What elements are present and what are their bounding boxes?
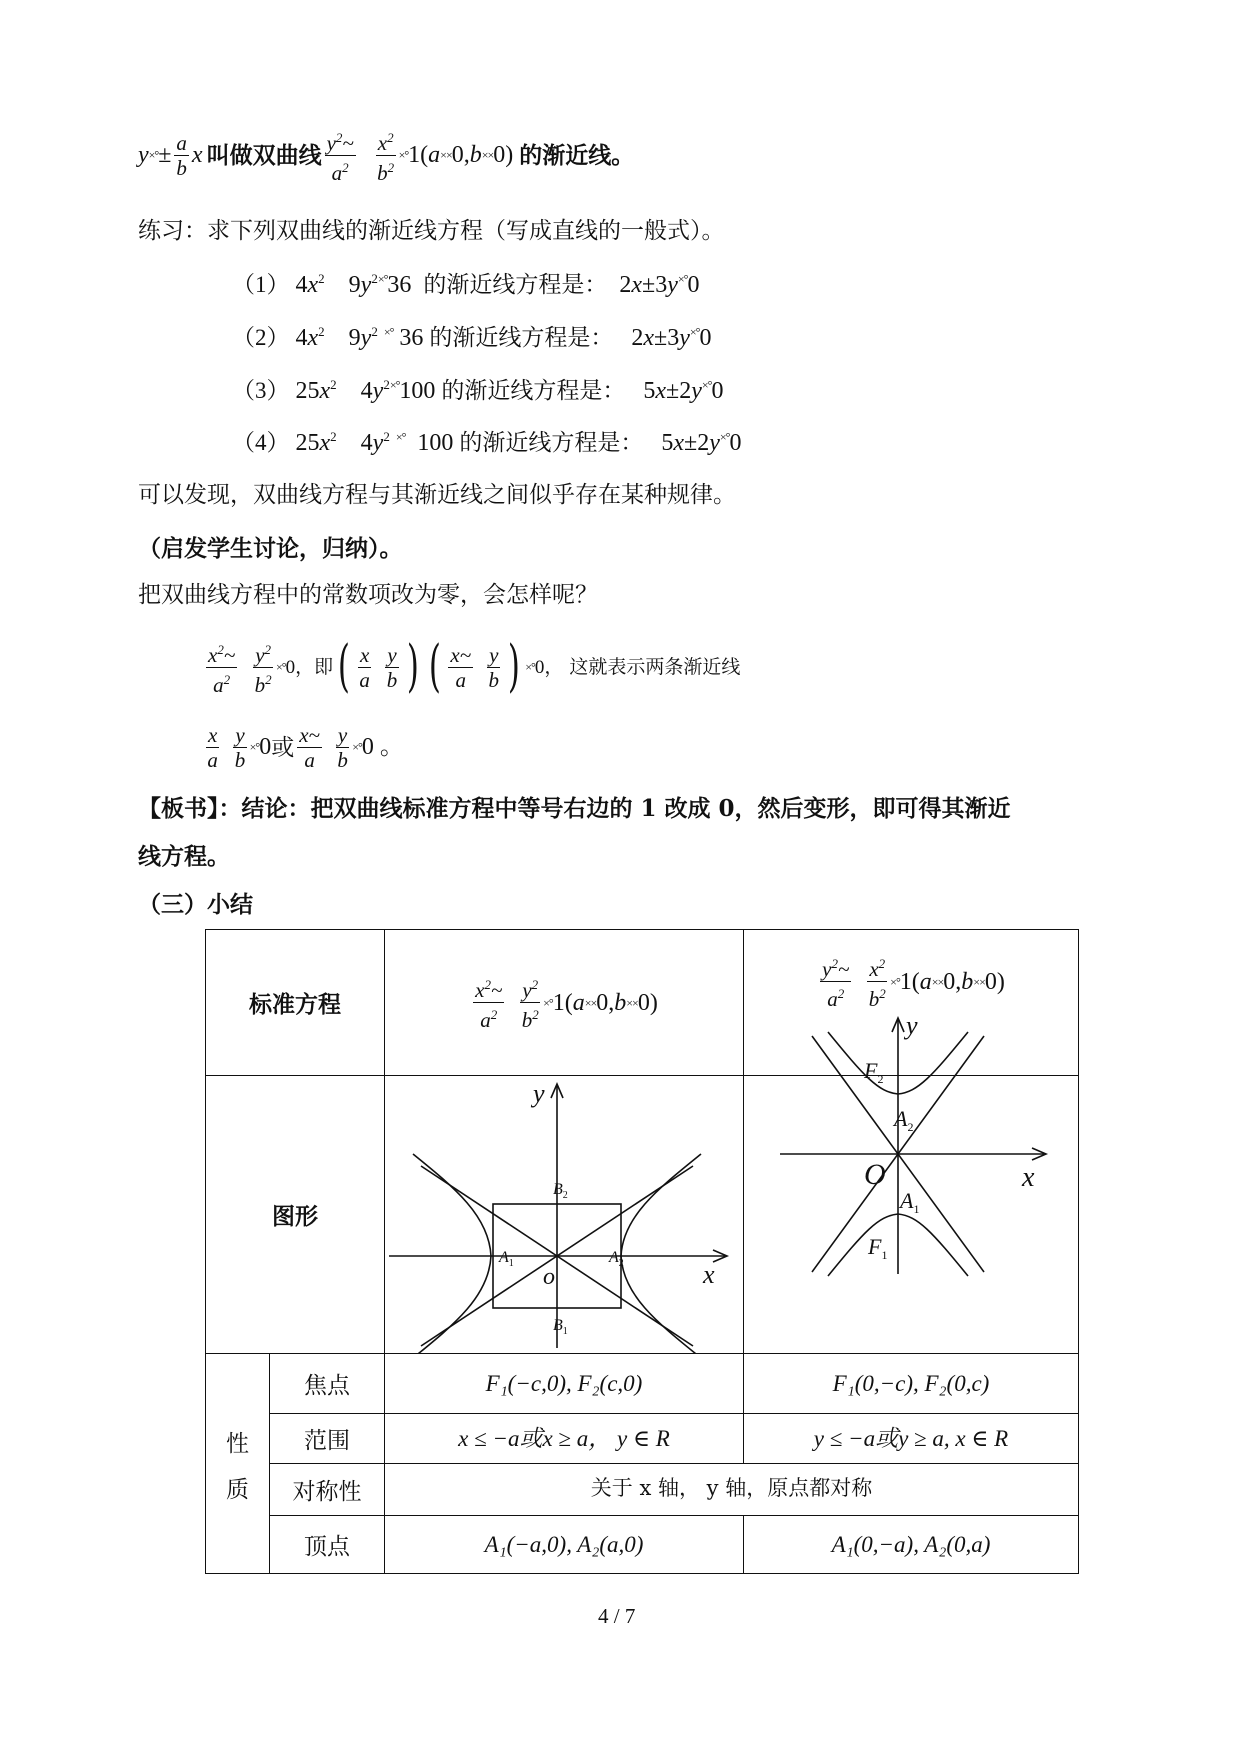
row-label-range: 范围 <box>270 1414 385 1464</box>
row-label-focus: 焦点 <box>270 1354 385 1414</box>
y-label: y <box>532 1079 545 1108</box>
y-label: y <box>905 1014 918 1040</box>
range-vertical: y ≤ −a或y ≥ a, x ∈ R <box>743 1414 1078 1464</box>
board-conclusion-line-1: 【板书】：结论：把双曲线标准方程中等号右边的 1 改成 0，然后变形，即可得其渐近 <box>138 795 1011 822</box>
right-branch <box>621 1154 701 1353</box>
exercise-item-3: （3） $25x^2$ $4y^{2\times^\circ}100$ 的渐近线方程是： 5x±2y×°0 <box>232 377 724 404</box>
a1-label: $A_1$ <box>498 1249 514 1269</box>
a2-label: $A_2$ <box>608 1249 624 1269</box>
derivation-line-1: $\frac{x^2\sim}{a^2}$ $\frac{y^2}{b^2}$ ×° 0， 即 ( $\frac{x}{a}$ $\frac{y}{b}$ ) ( $\frac{x\sim}{a}$ $\frac{y}{b}$ ) ×° 0， 这就表示两条渐近线 <box>208 634 741 699</box>
range-horizontal: x ≤ −a或x ≥ a， y ∈ R <box>384 1414 743 1464</box>
equation-horizontal: $\frac{x^2\sim}{a^2}$ $\frac{y^2}{b^2}$ ×° 1( a ×× 0, b ×× 0) <box>384 930 743 1076</box>
asym-text: 叫做双曲线 <box>206 142 322 168</box>
origin-label: O <box>863 1158 886 1191</box>
summary-title: （三）小结 <box>138 891 253 918</box>
discover-text: 可以发现，双曲线方程与其渐近线之间似乎存在某种规律。 <box>138 482 736 508</box>
focus-vertical: F₁(0,−c), F₂(0,c) <box>743 1354 1078 1414</box>
exercise-intro: 练习：求下列双曲线的渐近线方程（写成直线的一般式）。 <box>138 218 725 244</box>
graph-horizontal-hyperbola <box>384 1076 743 1354</box>
exercise-item-4: （4） $25x^2$ $4y^2$ ×° 100 的渐近线方程是： 5x±2y×°0 <box>232 429 742 456</box>
graph-vertical-hyperbola <box>743 1014 1078 1354</box>
page-number: 4 / 7 <box>598 1604 636 1628</box>
question-text: 把双曲线方程中的常数项改为零，会怎样呢？ <box>138 582 598 608</box>
exercise-item-1: （1） $4x^2$ $9y^{2\times^\circ}36$ 的渐近线方程是： 2x±3y×°0 <box>232 271 700 298</box>
inspire-text: （启发学生讨论，归纳）。 <box>138 535 403 562</box>
asym-end-text: 的渐近线。 <box>519 142 635 168</box>
f2-label: $F_2$ <box>863 1058 884 1086</box>
pm-sign: ± <box>158 142 172 168</box>
origin-label: o <box>542 1264 555 1290</box>
header-standard-equation: 标准方程 <box>206 930 385 1076</box>
fraction-y2-a2: $\frac{y^2\sim}{a^2}$ <box>325 126 356 185</box>
exercise-item-2: （2） $4x^2$ $9y^2$ ×° 36 的渐近线方程是： 2x±3y×°0 <box>232 324 712 351</box>
left-branch <box>413 1154 491 1353</box>
a2-label: $A_2$ <box>893 1106 914 1134</box>
board-conclusion-line-2: 线方程。 <box>138 843 230 870</box>
f1-label: $F_1$ <box>867 1234 888 1262</box>
b1-label: $B_1$ <box>552 1317 568 1337</box>
fraction-a-over-b: $\frac{a}{b}$ <box>176 130 187 180</box>
row-label-vertex: 顶点 <box>270 1516 385 1574</box>
property-label: 性 质 <box>206 1354 270 1574</box>
x-label: x <box>1021 1162 1035 1193</box>
asymptote-definition: y ×° ± $\frac{a}{b}$ x 叫做双曲线 $\frac{y^2\sim}{a^2}$ $\frac{x^2}{b^2}$ ×° 1( a ×× 0, b ×× 0) 的渐近线。 <box>138 125 634 185</box>
symmetry-value: 关于 x 轴， y 轴，原点都对称 <box>384 1464 1078 1516</box>
vertex-vertical: A₁(0,−a), A₂(0,a) <box>743 1516 1078 1574</box>
focus-horizontal: F₁(−c,0), F₂(c,0) <box>384 1354 743 1414</box>
fraction-x2-b2: $\frac{x^2}{b^2}$ <box>376 126 396 185</box>
header-graph: 图形 <box>206 1076 385 1354</box>
derivation-line-2: $\frac{x}{a}$ $\frac{y}{b}$ ×° 0 或 $\frac{x\sim}{a}$ $\frac{y}{b}$ ×° 0 。 <box>207 722 404 772</box>
summary-table <box>205 929 1079 1574</box>
a1-label: $A_1$ <box>899 1188 920 1216</box>
vertex-horizontal: A₁(−a,0), A₂(a,0) <box>384 1516 743 1574</box>
hyperbola-y-axis-diagram <box>744 1014 1078 1291</box>
hyperbola-x-axis-diagram <box>385 1076 743 1353</box>
row-label-symmetry: 对称性 <box>270 1464 385 1516</box>
b2-label: $B_2$ <box>552 1181 568 1201</box>
x-label: x <box>702 1260 715 1289</box>
equation-vertical: $\frac{y^2\sim}{a^2}$ $\frac{x^2}{b^2}$ ×° 1( a ×× 0, b ×× 0) <box>743 930 1078 1076</box>
